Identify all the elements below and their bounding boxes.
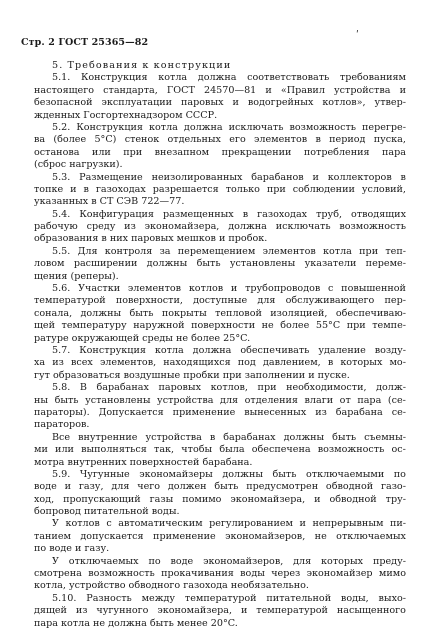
text-line: сонала, должны быть покрыты тепловой изоляцией, обеспечиваю- xyxy=(34,307,406,319)
text-line: 5.5. Для контроля за перемещением элементов котла при теп- xyxy=(52,245,406,257)
text-line: дящей из чугунного экономайзера, и температурой насыщенного xyxy=(34,605,406,617)
page-header: Стр. 2 ГОСТ 25365—82 xyxy=(21,37,149,48)
text-line: мотра внутренних поверхностей барабана. xyxy=(34,456,253,468)
text-line: бопровод питательной воды. xyxy=(34,506,180,518)
text-line: параторов. xyxy=(34,419,90,431)
text-line: У отключаемых по воде экономайзеров, для которых преду- xyxy=(52,555,406,567)
text-line: 5.4. Конфигурация размещенных в газоходах труб, отводящих xyxy=(52,208,406,220)
text-line: котла, устройство обводного газохода необязательно. xyxy=(34,580,309,592)
text-line: 5.1. Конструкция котла должна соответствовать требованиям xyxy=(52,72,406,84)
text-line: 5.8. В барабанах паровых котлов, при необходимости, долж- xyxy=(52,382,406,394)
text-line: ва (более 5°C) стенок отдельных его элементов в период пуска, xyxy=(34,134,406,146)
document-body xyxy=(34,60,406,630)
text-line: образования в них паровых мешков и пробок. xyxy=(34,233,268,245)
text-line: Все внутренние устройства в барабанах должны быть съемны- xyxy=(52,431,406,443)
text-line: 5.10. Разность между температурой питательной воды, выхо- xyxy=(52,592,406,604)
text-line: пара котла не должна быть менее 20°C. xyxy=(34,617,238,629)
text-line: щения (реперы). xyxy=(34,270,119,282)
text-line: ловом расширении должны быть установлены указатели переме- xyxy=(34,258,406,270)
text-line: танием допускается применение экономайзеров, не отключаемых xyxy=(34,530,406,542)
text-line: 5.9. Чугунные экономайзеры должны быть отключаемыми по xyxy=(52,468,406,480)
text-line: гут образоваться воздушные пробки при заполнении и пуске. xyxy=(34,369,350,381)
text-line: 5.6. Участки элементов котлов и трубопроводов с повышенной xyxy=(52,283,406,295)
text-line: (сброс нагрузки). xyxy=(34,159,123,171)
text-line: щей температуру наружной поверхности не более 55°C при темпе- xyxy=(34,320,406,332)
text-line: рабочую среду из экономайзера, должна исключать возможность xyxy=(34,221,406,233)
text-line: параторы). Допускается применение вынесенных из барабана се- xyxy=(34,406,406,418)
text-line: указанных в СТ СЭВ 722—77. xyxy=(34,196,185,208)
text-line: по воде и газу. xyxy=(34,543,110,555)
text-line: 5.7. Конструкция котла должна обеспечивать удаление возду- xyxy=(52,344,406,356)
text-line: останова или при внезапном прекращении потребления пара xyxy=(34,146,406,158)
text-line: настоящего стандарта, ГОСТ 24570—81 и «Правил устройства и xyxy=(34,84,406,96)
text-line: ход, пропускающий газы помимо экономайзера, и обводной тру- xyxy=(34,493,406,505)
text-line: ми или выполняться так, чтобы была обеспечена возможность ос- xyxy=(34,444,406,456)
text-line: 5.3. Размещение неизолированных барабанов и коллекторов в xyxy=(52,171,406,183)
text-line: безопасной эксплуатации паровых и водогрейных котлов», утвер- xyxy=(34,97,406,109)
text-line: воде и газу, для чего должен быть предусмотрен обводной газо- xyxy=(34,481,406,493)
text-line: ны быть установлены устройства для отделения влаги от пара (се- xyxy=(34,394,406,406)
text-line: У котлов с автоматическим регулированием и непрерывным пи- xyxy=(52,518,406,530)
text-line: 5.2. Конструкция котла должна исключать возможность перегре- xyxy=(52,121,406,133)
text-line: смотрена возможность прокачивания воды через экономайзер мимо xyxy=(34,568,406,580)
text-line: ратуре окружающей среды не более 25°C. xyxy=(34,332,251,344)
corner-mark: ʹ xyxy=(356,30,359,41)
section-title: 5. Требования к конструкции xyxy=(52,60,232,71)
text-line: топке и в газоходах разрешается только при соблюдении условий, xyxy=(34,183,406,195)
text-line: ха из всех элементов, находящихся под давлением, в которых мо- xyxy=(34,357,406,369)
text-line: температурой поверхности, доступные для обслуживающего пер- xyxy=(34,295,406,307)
text-line: жденных Госгортехнадзором СССР. xyxy=(34,109,218,121)
